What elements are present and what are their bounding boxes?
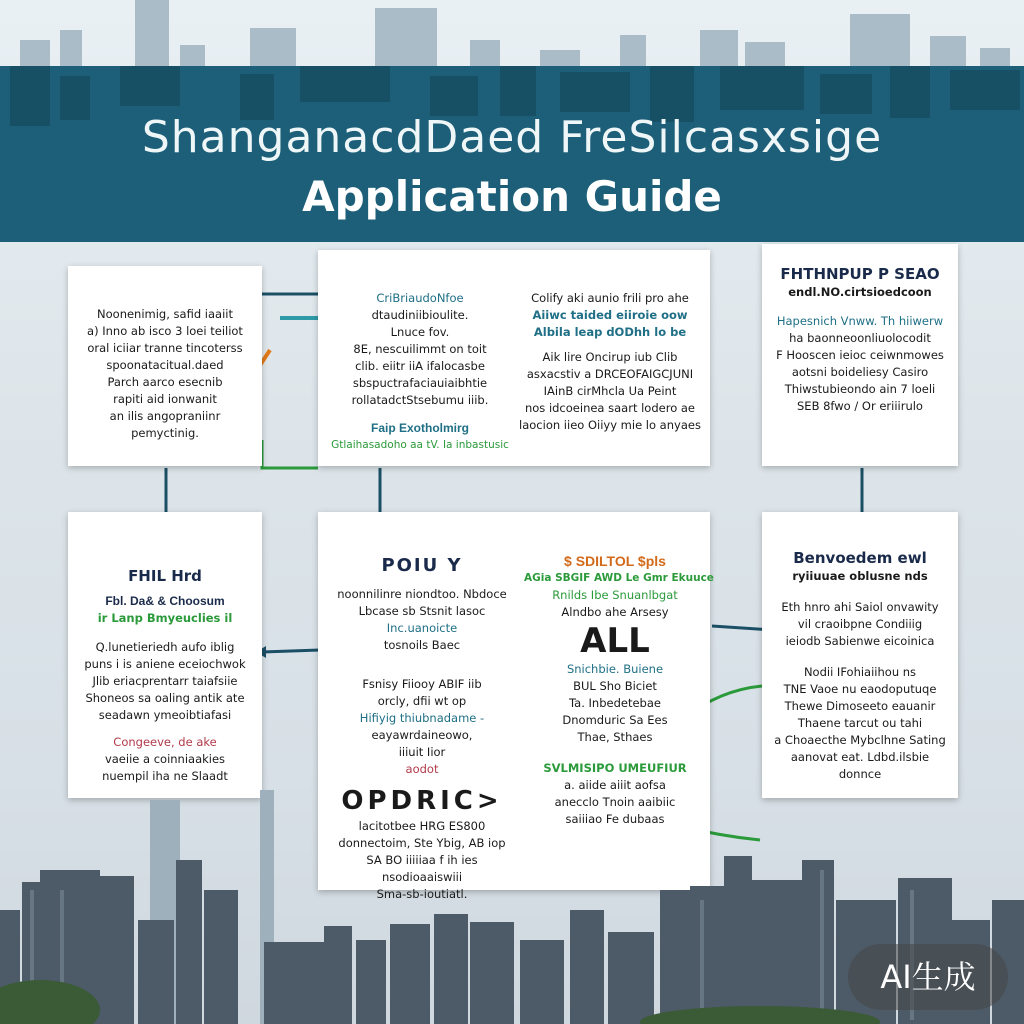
card-text: asxacstiv a DRCEOFAIGCJUNI [526, 367, 694, 381]
ai-generated-watermark: AI生成 [848, 944, 1008, 1010]
card-text: Colify aki aunio frili pro ahe [531, 291, 689, 305]
card-text: Thaene tarcut ou tahi [797, 716, 923, 730]
card-text: rollatadctStsebumu iiib. [351, 393, 489, 407]
card-text: Albila leap dODhh lo be [533, 325, 687, 339]
card-heading: $ SDILTOL $pls [564, 553, 666, 569]
card-text: IAinB cirMhcla Ua Peint [543, 384, 677, 398]
card-heading: Faip Exotholmirg [370, 421, 469, 435]
card-text: Dnomduric Sa Ees [562, 713, 668, 727]
card-text: Eth hnro ahi Saiol onvawity [781, 600, 939, 614]
card-text: Jlib eriacprentarr taiafsiie [92, 674, 238, 688]
card-text: ieiodb Sabienwe eicoinica [785, 634, 935, 648]
step-card-top-left [68, 266, 262, 466]
card-subheading: ryiiuuae oblusne nds [792, 569, 928, 583]
card-text: Inc.uanoicte [386, 621, 458, 635]
card-text: dtaudiniibioulite. [371, 308, 469, 322]
card-heading: POIU Y [381, 555, 463, 576]
card-accent-text: Congeeve, de ake [113, 735, 217, 749]
card-text: eayawrdaineowo, [371, 728, 473, 742]
card-text: nsodioaaiswiii [381, 870, 463, 884]
card-text: Snichbie. Buiene [566, 662, 664, 676]
card-text: aanovat eat. Ldbd.ilsbie [790, 750, 930, 764]
guide-title-line2: Application Guide [302, 172, 722, 221]
card-text: noonnilinre niondtoo. Nbdoce [337, 587, 507, 601]
card-text: SVLMISIPO UMEUFIUR [543, 761, 687, 775]
card-text: clib. eiitr iiA ifalocasbe [355, 359, 485, 373]
card-column-right [524, 552, 714, 828]
card-text: SEB 8fwo / Or eriiirulo [797, 399, 923, 413]
step-card-top-right [762, 244, 958, 466]
card-text: Thiwstubieondo ain 7 loeli [784, 382, 936, 396]
card-text: Aik lire Oncirup iub Clib [542, 350, 678, 364]
card-text: aodot [405, 762, 439, 776]
card-text: lacitotbee HRG ES800 [358, 819, 486, 833]
card-text: vil craoibpne Condiiig [797, 617, 923, 631]
card-text: sbspuctrafaciauiaibhtie [352, 376, 488, 390]
card-text: F Hooscen ieioc ceiwnmowes [776, 348, 944, 362]
card-text: aotsni boideliesy Casiro [791, 365, 929, 379]
card-subheading: Fbl. Da& & Choosum [105, 594, 225, 608]
card-text: pemyctinig. [131, 426, 199, 440]
card-text: Ta. Inbedetebae [569, 696, 661, 710]
card-text: Thewe Dimoseeto eauanir [784, 699, 936, 713]
card-text: Q.lunetieriedh aufo iblig [95, 640, 235, 654]
card-text: Lnuce fov. [390, 325, 450, 339]
card-subheading: endl.NO.cirtsioedcoon [788, 285, 932, 299]
card-text: donnectoim, Ste Ybig, AB iop [338, 836, 506, 850]
card-subheading: ir Lanp Bmyeuclies il [97, 611, 233, 625]
card-text: laocion iieo Oiiyy mie lo anyaes [519, 418, 701, 432]
card-text: TNE Vaoe nu eaodoputuqe [783, 682, 937, 696]
card-heading: FHIL Hrd [128, 567, 202, 585]
step-card-top-center [318, 250, 710, 466]
card-highlight: ALL [580, 621, 650, 661]
card-text: vaeiie a coinniaakies [104, 752, 226, 766]
card-text: spoonatacitual.daed [106, 358, 224, 372]
card-text: orcly, dfii wt op [377, 694, 467, 708]
card-text: rapiti aid ionwanit [113, 392, 217, 406]
card-heading: OPDRIC> [341, 786, 503, 816]
step-card-mid-left [68, 512, 262, 798]
card-column-right [516, 290, 704, 434]
card-text: Shoneos sa oaling antik ate [85, 691, 245, 705]
card-text: Noonenimig, safid iaaiit [97, 307, 233, 321]
card-heading: Benvoedem ewl [793, 549, 927, 567]
card-text: nos idcoeinea saart lodero ae [524, 401, 696, 415]
card-text: a Choaecthe Mybclhne Sating [774, 733, 946, 747]
card-text: nuempil iha ne Slaadt [102, 769, 228, 783]
card-text: ha baonneoonliuolocodit [789, 331, 931, 345]
card-text: iiiuit Iior [398, 745, 446, 759]
card-text: anecclo Tnoin aaibiic [554, 795, 676, 809]
card-subheading: AGia SBGIF AWD Le Gmr Ekuuce [524, 572, 714, 584]
card-text: Alndbo ahe Arsesy [561, 605, 669, 619]
guide-title-line1: ShanganacdDaed FreSilcasxsige [141, 112, 883, 163]
card-text: Hifiyig thiubnadame - [359, 711, 485, 725]
card-text: Fsnisy Fiiooy ABIF iib [362, 677, 482, 691]
card-text: seadawn ymeoibtiafasi [98, 708, 232, 722]
card-column-left [324, 290, 516, 454]
card-text: Nodii IFohiaiihou ns [803, 665, 917, 679]
card-text: SA BO iiiiiaa f ih ies [366, 853, 478, 867]
card-text: CriBriaudoNfoe [376, 291, 464, 305]
card-text: puns i is aniene eceiochwok [84, 657, 246, 671]
card-footer: Gtlaihasadoho aa tV. Ia inbastusic [331, 439, 509, 451]
card-text: Parch aarco esecnib [107, 375, 223, 389]
card-text: 8E, nescuilimmt on toit [353, 342, 487, 356]
card-text: Rnilds Ibe Snuanlbgat [552, 588, 678, 602]
card-text: a) Inno ab isco 3 loei teiliot [87, 324, 243, 338]
card-text: Hapesnich Vnww. Th hiiwerw [776, 314, 944, 328]
card-text: a. aiide aiiit aofsa [564, 778, 666, 792]
card-text: Aiiwc taided eiiroie oow [532, 308, 688, 322]
card-text: Sma-sb-ioutiatl. [376, 887, 468, 901]
step-card-mid-right [762, 512, 958, 798]
card-text: Lbcase sb Stsnit lasoc [358, 604, 486, 618]
card-text: donnce [838, 767, 882, 781]
card-text: tosnoils Baec [383, 638, 461, 652]
card-text: BUL Sho Biciet [573, 679, 657, 693]
card-text: an ilis angopraniinr [109, 409, 221, 423]
card-text: oral iciiar tranne tincoterss [87, 341, 243, 355]
card-text: saiiiao Fe dubaas [565, 812, 665, 826]
card-text: Thae, Sthaes [577, 730, 653, 744]
card-heading: FHTHNPUP P SEAO [780, 265, 940, 283]
